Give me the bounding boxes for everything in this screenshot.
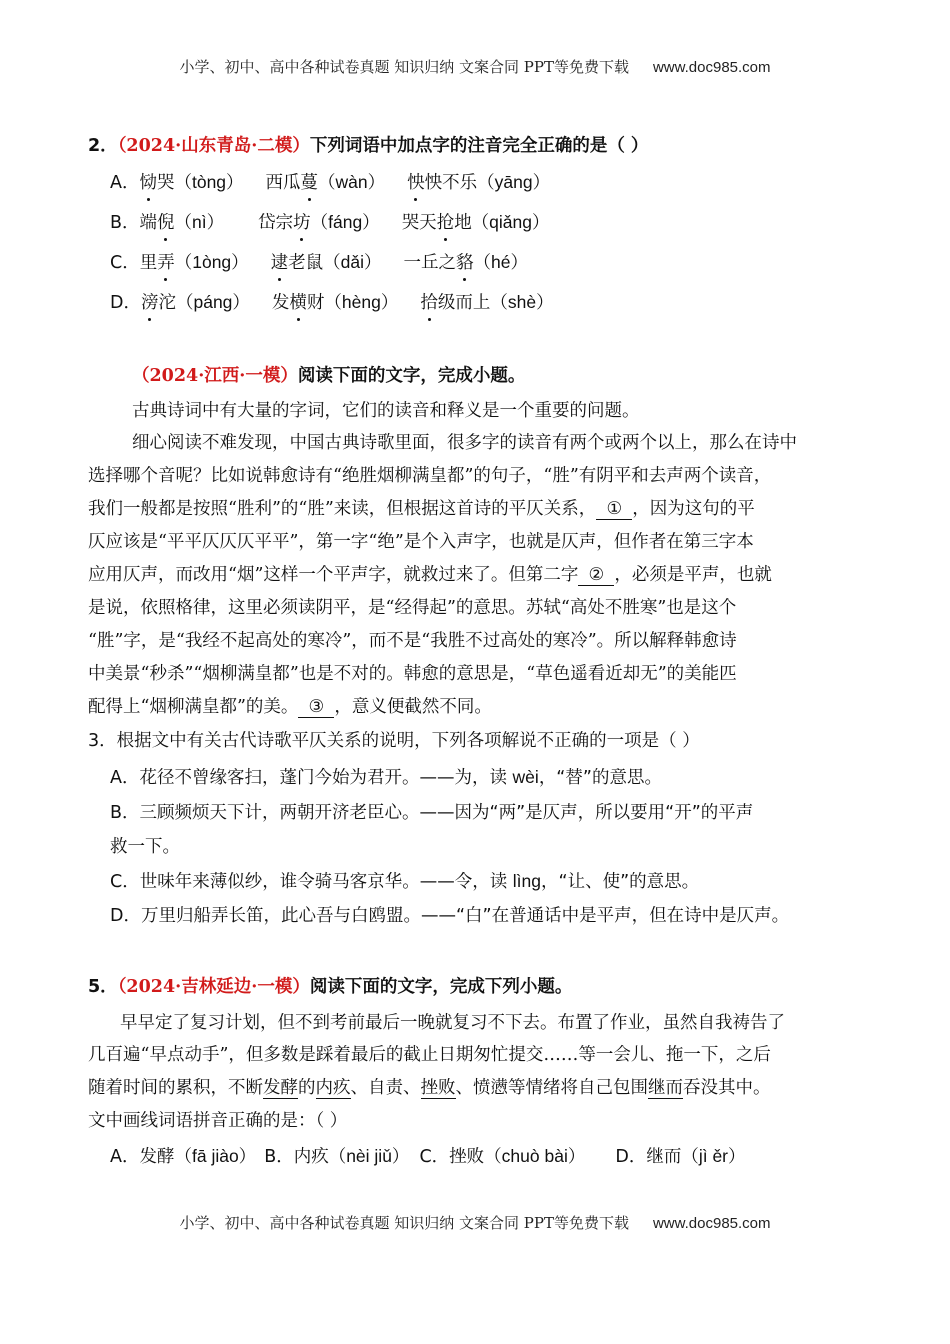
q5-option-c: C．挫败（chuò bài）: [419, 1146, 586, 1167]
q3-stem: 3．根据文中有关古代诗歌平仄关系的说明，下列各项解说不正确的一项是（ ）: [88, 731, 700, 751]
q2-source: （2024·山东青岛·二模）: [117, 136, 310, 156]
word: 逮老鼠（dǎi）: [270, 252, 382, 273]
word: 怏怏不乐（yāng）: [407, 172, 551, 193]
q5-heading: [88, 975, 572, 999]
q2-option-a: [110, 170, 550, 195]
q5-options: [110, 1144, 746, 1169]
q5-number: 5．: [88, 977, 118, 997]
q3-line-4: 仄应该是“平平仄仄仄平平”，第一字“绝”是个入声字，也就是仄声，但作者在第三字本: [88, 532, 754, 552]
q2-option-d: [110, 290, 554, 315]
q3-option-c: C．世味年来薄似纱，谁令骑马客京华。——令，读 lìng，“让、使”的意思。: [110, 871, 700, 892]
dotted-char: 恸: [139, 173, 157, 193]
dotted-char: 蔓: [300, 173, 319, 193]
dotted-char: 怏: [407, 173, 425, 193]
footer-text: 小学、初中、高中各种试卷真题 知识归纳 文案合同 PPT等免费下载: [179, 1214, 629, 1232]
q3-option-b-cont: 救一下。: [110, 837, 180, 857]
q3-option-d: D．万里归船弄长笛，此心吾与白鸥盟。——“白”在普通话中是平声，但在诗中是仄声。: [110, 906, 790, 926]
q2-option-c: [110, 250, 528, 275]
dotted-char: 滂: [140, 293, 159, 313]
underlined-word: 挫败: [420, 1078, 456, 1098]
word: 发横财（hèng）: [271, 292, 399, 313]
dotted-char: 貉: [456, 253, 474, 273]
q3-line-6: 是说，依照格律，这里必须读阴平，是“经得起”的意思。苏轼“高处不胜寒”也是这个: [88, 598, 737, 618]
blank-1: ①: [596, 499, 632, 520]
q5-line-2: 几百遍“早点动手”，但多数是踩着最后的截止日期匆忙提交……等一会儿、拖一下，之后: [88, 1045, 771, 1065]
page-footer: [0, 1212, 950, 1233]
q5-option-b: B．内疚（nèi jiǔ）: [264, 1146, 410, 1167]
option-label: D．: [110, 293, 141, 313]
q5-option-a: A．发酵（fā jiào）: [110, 1146, 257, 1167]
q3-option-a: A．花径不曾缘客扫，蓬门今始为君开。——为，读 wèi，“替”的意思。: [110, 767, 662, 788]
header-text: 小学、初中、高中各种试卷真题 知识归纳 文案合同 PPT等免费下载: [179, 58, 629, 76]
q3-para-1: 古典诗词中有大量的字词，它们的读音和释义是一个重要的问题。: [132, 401, 640, 421]
q3-option-b: B．三顾频烦天下计，两朝开济老臣心。——因为“两”是仄声，所以要用“开”的平声: [110, 803, 754, 823]
q3-line-2: 选择哪个音呢？比如说韩愈诗有“绝胜烟柳满皇都”的句子，“胜”有阴平和去声两个读音，: [88, 466, 772, 486]
q3-line-3: 我们一般都是按照“胜利”的“胜”来读，但根据这首诗的平仄关系， ① ，因为这句的平: [88, 499, 755, 519]
word: 一丘之貉（hé）: [403, 252, 528, 273]
q2-stem: 下列词语中加点字的注音完全正确的是（ ）: [309, 136, 649, 156]
blank-3: ③: [298, 697, 334, 718]
q2-option-b: [110, 210, 550, 235]
dotted-char: 弄: [157, 253, 175, 273]
q3-source: （2024·江西·一模）: [132, 366, 298, 386]
option-label: B．: [110, 213, 140, 233]
blank-2: ②: [578, 565, 614, 586]
word: 恸哭（tòng）: [139, 172, 244, 193]
q5-line-3: 随着时间的累积，不断发酵的内疚、自责、挫败、愤懑等情绪将自己包围继而吞没其中。: [88, 1078, 771, 1098]
q3-line-5: 应用仄声，而改用“烟”这样一个平声字，就救过来了。但第二字 ② ，必须是平声，也就: [88, 565, 772, 585]
page-header: [0, 56, 950, 77]
dotted-char: 逮: [270, 253, 289, 273]
dotted-char: 抢: [436, 213, 455, 233]
word: 岱宗坊（fáng）: [258, 212, 380, 233]
underlined-word: 继而: [648, 1078, 683, 1098]
header-site[interactable]: www.doc985.com: [652, 59, 771, 76]
word: 哭天抢地（qiǎng）: [401, 212, 550, 233]
word: 拾级而上（shè）: [420, 292, 554, 313]
q3-intro: 阅读下面的文字，完成小题。: [297, 366, 526, 386]
dotted-char: 拾: [420, 293, 438, 313]
word: 滂沱（páng）: [140, 292, 250, 313]
q3-line-8: 中美景“秒杀”“烟柳满皇都”也是不对的。韩愈的意思是，“草色遥看近却无”的美能匹: [88, 664, 737, 684]
option-label: C．: [110, 253, 140, 273]
word: 西瓜蔓（wàn）: [265, 172, 386, 193]
option-label: A．: [110, 173, 140, 193]
q5-option-d: D．继而（jì ěr）: [615, 1146, 746, 1167]
word: 里弄（1òng）: [139, 252, 249, 273]
underlined-word: 发酵: [263, 1078, 298, 1098]
dotted-char: 坊: [293, 213, 311, 233]
dotted-char: 横: [289, 293, 307, 313]
q3-line-9: 配得上“烟柳满皇都”的美。 ③ ，意义便截然不同。: [88, 697, 492, 717]
q3-line-7: “胜”字，是“我经不起高处的寒冷”，而不是“我胜不过高处的寒冷”。所以解释韩愈诗: [88, 631, 737, 651]
q2-number: 2．: [88, 136, 118, 156]
word: 端倪（nì）: [139, 212, 225, 233]
underlined-word: 内疚: [315, 1078, 351, 1098]
q5-line-1: 早早定了复习计划，但不到考前最后一晚就复习不下去。布置了作业，虽然自我祷告了: [120, 1013, 785, 1033]
dotted-char: 倪: [157, 213, 175, 233]
q5-stem: 文中画线词语拼音正确的是：（ ）: [88, 1111, 348, 1131]
footer-site[interactable]: www.doc985.com: [652, 1215, 771, 1232]
q3-line-1: 细心阅读不难发现，中国古典诗歌里面，很多字的读音有两个或两个以上，那么在诗中: [132, 433, 797, 453]
q2-stem-line: [88, 134, 648, 158]
q5-intro: 阅读下面的文字，完成下列小题。: [309, 977, 573, 997]
q3-heading: [132, 364, 525, 388]
q5-source: （2024·吉林延边·一模）: [117, 977, 310, 997]
